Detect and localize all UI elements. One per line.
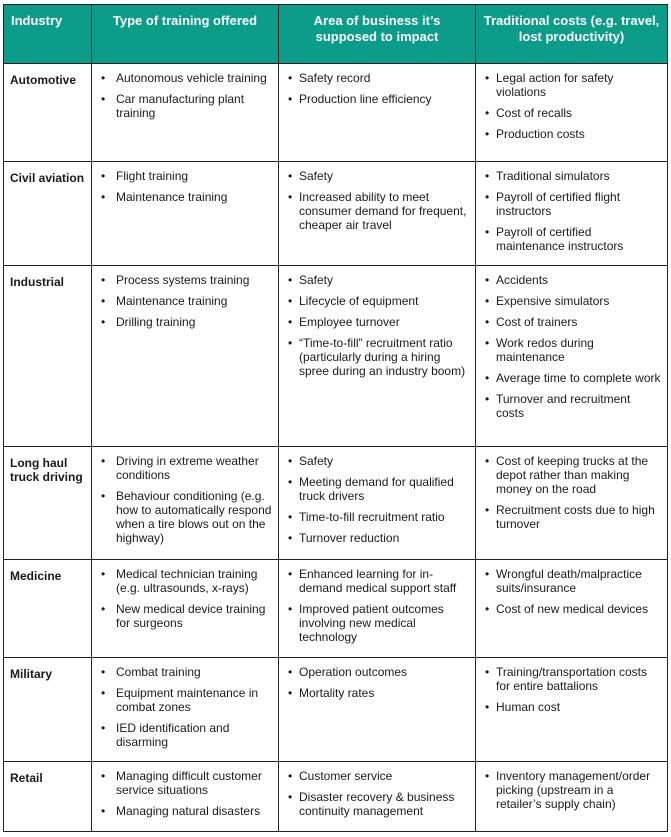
- bullet-icon: •: [485, 336, 490, 350]
- item-text: Legal action for safety violations: [496, 71, 614, 99]
- item-text: Safety: [299, 273, 334, 287]
- bullet-icon: •: [485, 769, 490, 783]
- impact-cell: [279, 266, 476, 447]
- item-text: Accidents: [496, 273, 549, 287]
- bullet-icon: •: [288, 769, 293, 783]
- list-item: [98, 273, 272, 287]
- costs-cell: [476, 447, 668, 560]
- bullet-icon: •: [288, 510, 293, 524]
- list-item: [285, 769, 469, 783]
- training-table: [3, 4, 668, 832]
- item-text: IED identification and disarming: [116, 721, 230, 749]
- item-text: Equipment maintenance in combat zones: [116, 686, 259, 714]
- item-text: Safety: [299, 454, 334, 468]
- bullet-icon: •: [101, 804, 106, 818]
- list-item: [482, 700, 661, 714]
- item-text: Turnover and recruitment costs: [496, 392, 631, 420]
- item-text: Medical technician training (e.g. ultrasounds, x-rays): [116, 567, 258, 595]
- impact-cell: [279, 762, 476, 832]
- list-item: [285, 273, 469, 287]
- list-item: [482, 127, 661, 141]
- table-row: [4, 447, 668, 560]
- item-text: Safety record: [299, 71, 371, 85]
- item-text: Inventory management/order picking (upstream in a retailer’s supply chain): [496, 769, 651, 811]
- list-item: [285, 92, 469, 106]
- item-text: Autonomous vehicle training: [116, 71, 267, 85]
- list-item: [285, 475, 469, 503]
- industry-cell: Industrial: [4, 266, 92, 447]
- item-text: Meeting demand for qualified truck drivers: [299, 475, 454, 503]
- list-item: [285, 510, 469, 524]
- item-text: New medical device training for surgeons: [116, 602, 266, 630]
- list-item: [285, 169, 469, 183]
- list-item: [98, 602, 272, 630]
- item-text: Driving in extreme weather conditions: [116, 454, 259, 482]
- table-row: [4, 64, 668, 162]
- bullet-icon: •: [485, 392, 490, 406]
- training-cell: [92, 64, 279, 162]
- table-row: [4, 266, 668, 447]
- item-text: Cost of keeping trucks at the depot rather than making money on the road: [496, 454, 649, 496]
- list-item: [98, 769, 272, 797]
- bullet-icon: •: [101, 454, 106, 468]
- list-item: [285, 602, 469, 644]
- item-text: Payroll of certified maintenance instructors: [496, 225, 624, 253]
- list-item: [482, 454, 661, 496]
- bullet-icon: •: [288, 92, 293, 106]
- list-item: [98, 315, 272, 329]
- header-industry: Industry: [4, 5, 92, 64]
- list-item: [285, 294, 469, 308]
- list-item: [482, 71, 661, 99]
- list-item: [482, 225, 661, 253]
- item-text: Enhanced learning for in-demand medical support staff: [299, 567, 457, 595]
- costs-cell: [476, 266, 668, 447]
- list-item: [98, 665, 272, 679]
- bullet-icon: •: [288, 531, 293, 545]
- bullet-icon: •: [288, 273, 293, 287]
- bullet-icon: •: [485, 700, 490, 714]
- industry-cell: Medicine: [4, 560, 92, 658]
- item-text: Drilling training: [116, 315, 196, 329]
- bullet-icon: •: [288, 71, 293, 85]
- item-text: Time-to-fill recruitment ratio: [299, 510, 445, 524]
- item-text: Mortality rates: [299, 686, 375, 700]
- item-text: Average time to complete work: [496, 371, 661, 385]
- industry-cell: Civil aviation: [4, 162, 92, 266]
- item-text: Improved patient outcomes involving new medical technology: [299, 602, 444, 644]
- bullet-icon: •: [288, 190, 293, 204]
- item-text: Expensive simulators: [496, 294, 610, 308]
- item-text: Safety: [299, 169, 334, 183]
- bullet-icon: •: [485, 294, 490, 308]
- costs-cell: [476, 162, 668, 266]
- training-cell: [92, 162, 279, 266]
- item-text: Production costs: [496, 127, 585, 141]
- header-row: [4, 5, 668, 64]
- industry-cell: Automotive: [4, 64, 92, 162]
- list-item: [98, 169, 272, 183]
- bullet-icon: •: [288, 665, 293, 679]
- item-text: Payroll of certified flight instructors: [496, 190, 621, 218]
- item-text: Cost of new medical devices: [496, 602, 649, 616]
- list-item: [285, 665, 469, 679]
- item-text: Operation outcomes: [299, 665, 408, 679]
- costs-cell: [476, 762, 668, 832]
- industry-cell: Long haul truck driving: [4, 447, 92, 560]
- item-text: Maintenance training: [116, 294, 228, 308]
- training-cell: [92, 266, 279, 447]
- table-row: [4, 560, 668, 658]
- bullet-icon: •: [485, 71, 490, 85]
- table-row: [4, 658, 668, 762]
- costs-cell: [476, 658, 668, 762]
- bullet-icon: •: [485, 503, 490, 517]
- bullet-icon: •: [288, 336, 293, 350]
- bullet-icon: •: [288, 790, 293, 804]
- bullet-icon: •: [288, 454, 293, 468]
- list-item: [98, 489, 272, 545]
- list-item: [98, 686, 272, 714]
- item-text: Cost of recalls: [496, 106, 573, 120]
- header-impact: Area of business it’s supposed to impact: [279, 5, 476, 64]
- list-item: [98, 294, 272, 308]
- list-item: [482, 106, 661, 120]
- bullet-icon: •: [485, 567, 490, 581]
- table-row: [4, 762, 668, 832]
- item-text: Increased ability to meet consumer demand for frequent, cheaper air travel: [299, 190, 467, 232]
- list-item: [482, 273, 661, 287]
- header-costs: Traditional costs (e.g. travel, lost productivity): [476, 5, 668, 64]
- training-cell: [92, 658, 279, 762]
- bullet-icon: •: [485, 315, 490, 329]
- bullet-icon: •: [101, 602, 106, 616]
- bullet-icon: •: [288, 602, 293, 616]
- list-item: [482, 294, 661, 308]
- list-item: [285, 71, 469, 85]
- header-training: Type of training offered: [92, 5, 279, 64]
- bullet-icon: •: [485, 106, 490, 120]
- item-text: Human cost: [496, 700, 561, 714]
- item-text: Work redos during maintenance: [496, 336, 594, 364]
- list-item: [285, 790, 469, 818]
- list-item: [285, 315, 469, 329]
- table-row: [4, 162, 668, 266]
- item-text: Behaviour conditioning (e.g. how to automatically respond when a tire blows out on the highway): [116, 489, 272, 545]
- bullet-icon: •: [101, 273, 106, 287]
- industry-cell: Retail: [4, 762, 92, 832]
- item-text: Employee turnover: [299, 315, 400, 329]
- bullet-icon: •: [101, 686, 106, 700]
- costs-cell: [476, 560, 668, 658]
- impact-cell: [279, 447, 476, 560]
- list-item: [98, 190, 272, 204]
- item-text: Combat training: [116, 665, 201, 679]
- item-text: Production line efficiency: [299, 92, 432, 106]
- item-text: Maintenance training: [116, 190, 228, 204]
- item-text: Disaster recovery & business continuity management: [299, 790, 455, 818]
- bullet-icon: •: [101, 489, 106, 503]
- bullet-icon: •: [288, 686, 293, 700]
- impact-cell: [279, 64, 476, 162]
- training-cell: [92, 447, 279, 560]
- bullet-icon: •: [101, 721, 106, 735]
- item-text: Managing natural disasters: [116, 804, 261, 818]
- item-text: Wrongful death/malpractice suits/insurance: [496, 567, 642, 595]
- list-item: [285, 454, 469, 468]
- bullet-icon: •: [485, 225, 490, 239]
- bullet-icon: •: [288, 315, 293, 329]
- bullet-icon: •: [101, 71, 106, 85]
- bullet-icon: •: [288, 169, 293, 183]
- list-item: [285, 567, 469, 595]
- list-item: [285, 686, 469, 700]
- industry-cell: Military: [4, 658, 92, 762]
- bullet-icon: •: [485, 190, 490, 204]
- bullet-icon: •: [101, 294, 106, 308]
- list-item: [98, 71, 272, 85]
- bullet-icon: •: [485, 454, 490, 468]
- bullet-icon: •: [485, 169, 490, 183]
- bullet-icon: •: [101, 169, 106, 183]
- item-text: Lifecycle of equipment: [299, 294, 419, 308]
- list-item: [482, 392, 661, 420]
- item-text: “Time-to-fill” recruitment ratio (particularly during a hiring spree during an industry boom): [299, 336, 466, 378]
- item-text: Recruitment costs due to high turnover: [496, 503, 655, 531]
- list-item: [98, 804, 272, 818]
- item-text: Process systems training: [116, 273, 250, 287]
- list-item: [482, 336, 661, 364]
- item-text: Managing difficult customer service situations: [116, 769, 262, 797]
- bullet-icon: •: [288, 567, 293, 581]
- impact-cell: [279, 560, 476, 658]
- training-cell: [92, 762, 279, 832]
- list-item: [482, 503, 661, 531]
- item-text: Flight training: [116, 169, 189, 183]
- bullet-icon: •: [485, 273, 490, 287]
- list-item: [482, 769, 661, 811]
- impact-cell: [279, 162, 476, 266]
- list-item: [482, 315, 661, 329]
- costs-cell: [476, 64, 668, 162]
- item-text: Traditional simulators: [496, 169, 610, 183]
- list-item: [98, 454, 272, 482]
- bullet-icon: •: [485, 371, 490, 385]
- list-item: [482, 169, 661, 183]
- bullet-icon: •: [101, 92, 106, 106]
- impact-cell: [279, 658, 476, 762]
- list-item: [98, 92, 272, 120]
- item-text: Turnover reduction: [299, 531, 400, 545]
- list-item: [482, 602, 661, 616]
- list-item: [482, 567, 661, 595]
- bullet-icon: •: [101, 769, 106, 783]
- list-item: [285, 190, 469, 232]
- item-text: Car manufacturing plant training: [116, 92, 245, 120]
- bullet-icon: •: [101, 190, 106, 204]
- list-item: [482, 665, 661, 693]
- training-cell: [92, 560, 279, 658]
- list-item: [285, 336, 469, 378]
- bullet-icon: •: [101, 567, 106, 581]
- list-item: [482, 371, 661, 385]
- bullet-icon: •: [485, 127, 490, 141]
- list-item: [285, 531, 469, 545]
- bullet-icon: •: [101, 665, 106, 679]
- bullet-icon: •: [288, 294, 293, 308]
- bullet-icon: •: [101, 315, 106, 329]
- list-item: [98, 721, 272, 749]
- bullet-icon: •: [485, 602, 490, 616]
- item-text: Cost of trainers: [496, 315, 578, 329]
- list-item: [482, 190, 661, 218]
- item-text: Customer service: [299, 769, 393, 783]
- bullet-icon: •: [288, 475, 293, 489]
- list-item: [98, 567, 272, 595]
- item-text: Training/transportation costs for entire battalions: [496, 665, 647, 693]
- bullet-icon: •: [485, 665, 490, 679]
